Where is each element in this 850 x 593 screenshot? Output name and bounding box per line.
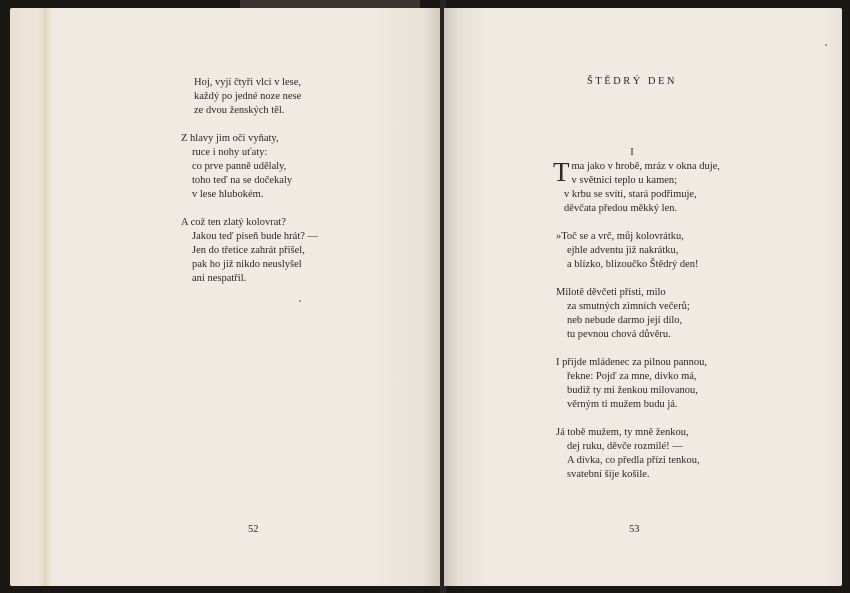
poem-line: řekne: Pojď za mne, dívko má, [567,371,697,382]
poem-line: Já tobě mužem, ty mně ženkou, [556,427,689,438]
poem-line: ma jako v hrobě, mráz v okna duje, [571,161,720,172]
section-number: I [630,147,634,158]
drop-cap: T [553,157,570,187]
poem-line: v lese hlubokém. [192,189,264,200]
right-poem [553,157,720,496]
right-page [444,8,842,586]
poem-line: co prve panně udělaly, [192,161,287,172]
poem-line: děvčata předou měkký len. [564,203,678,214]
poem-line: Milotě děvčeti přísti, milo [556,287,666,298]
right-stanza-2 [556,230,707,272]
poem-line: svatební šije košile. [567,469,650,480]
poem-line: pak ho již nikdo neuslyšel [192,259,302,270]
right-stanza-3 [556,286,707,342]
poem-line: ejhle adventu již nakrátku, [567,245,679,256]
poem-line: A dívka, co předla přízi tenkou, [567,455,700,466]
left-poem [181,76,319,300]
poem-line: za smutných zimních večerů; [567,301,690,312]
poem-line: ze dvou ženských těl. [194,105,285,116]
right-stanza-5 [556,426,707,482]
paper-speck [825,44,827,46]
page-number-right: 53 [629,524,640,535]
left-stanza-2 [181,132,318,202]
poem-line: toho teď na se dočekaly [192,175,293,186]
poem-line: »Toč se a vrč, můj kolovrátku, [556,231,684,242]
paper-speck [299,300,301,302]
page-number-left: 52 [248,524,259,535]
poem-line: Jakou teď píseň bude hrát? — [192,231,319,242]
left-stanza-1 [194,76,318,118]
poem-line: Z hlavy jim oči vyňaty, [181,133,279,144]
left-stanza-3 [181,216,318,286]
poem-line: ani nespatřil. [192,273,247,284]
poem-line: neb nebude darmo její dílo, [567,315,683,326]
poem-line: A což ten zlatý kolovrat? [181,217,286,228]
poem-line: v světnici teplo u kamen; [571,175,678,186]
poem-line: Jen do třetice zahrát přišel, [192,245,305,256]
poem-line: Hoj, vyjí čtyři vlci v lese, [194,77,302,88]
poem-line: každý po jedné noze nese [194,91,302,102]
poem-line: a blízko, blizoučko Štědrý den! [567,259,699,270]
poem-line: v krbu se svítí, stará podřimuje, [564,189,697,200]
poem-line: I přijde mládenec za pilnou pannou, [556,357,708,368]
poem-line: tu pevnou chová důvěru. [567,329,671,340]
poem-line: věrným ti mužem budu já. [567,399,678,410]
right-stanza-1 [553,157,720,216]
right-stanza-4 [556,356,707,412]
chapter-title: ŠTĚDRÝ DEN [586,76,678,87]
poem-line: dej ruku, děvče rozmilé! — [567,441,683,452]
poem-line: budiž ty mi ženkou milovanou, [567,385,698,396]
poem-line: ruce i nohy uťaty: [192,147,268,158]
left-page [10,8,442,586]
